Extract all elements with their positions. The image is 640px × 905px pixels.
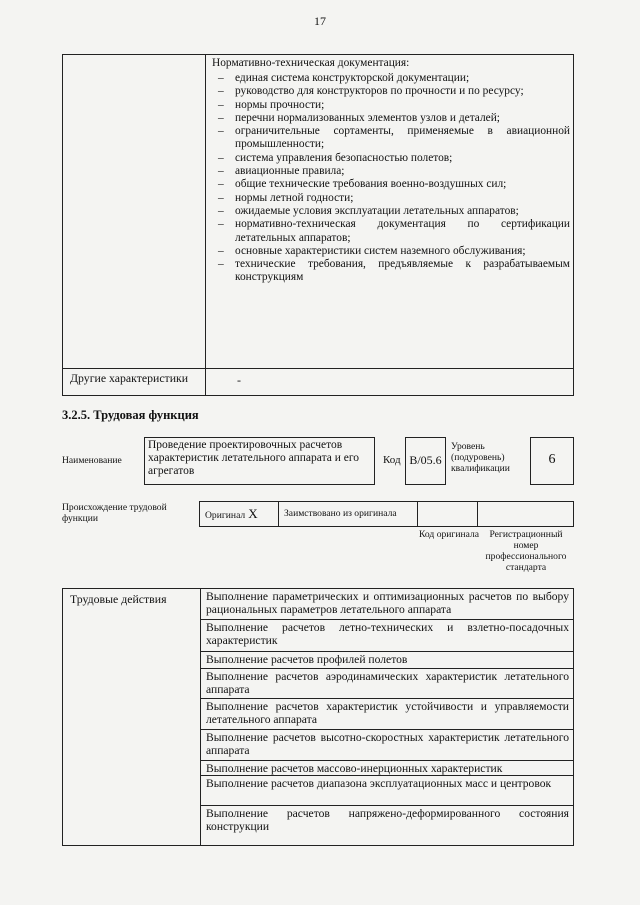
- origin-table: [199, 501, 574, 527]
- list-item: – технические требования, предъявляемые к разрабатываемым конструкциям: [212, 258, 570, 285]
- original-label: Оригинал: [205, 510, 246, 521]
- borrowed-cell: Заимствовано из оригинала: [278, 502, 417, 526]
- list-item: – ограничительные сортаменты, применяемые в авиационной промышленности;: [212, 125, 570, 152]
- list-item: – нормы летной годности;: [212, 192, 570, 205]
- list-item: – нормы прочности;: [212, 99, 570, 112]
- table-row: Выполнение расчетов летно-технических и взлетно-посадочных характеристик: [201, 619, 573, 651]
- reg-number-label: Регистрационный номер профессионального стандарта: [485, 529, 567, 573]
- table-row: Выполнение параметрических и оптимизационных расчетов по выбору рациональных параметров летательного аппарата: [206, 590, 569, 617]
- labor-actions-title: Трудовые действия: [70, 592, 167, 606]
- original-cell: [200, 502, 278, 526]
- labor-actions-table: [62, 588, 574, 846]
- name-label: Наименование: [62, 455, 122, 466]
- code-original-label: Код оригинала: [418, 529, 480, 540]
- table-row: Выполнение расчетов диапазона эксплуатационных масс и центровок: [201, 775, 573, 805]
- list-item: – ожидаемые условия эксплуатации летательных аппаратов;: [212, 205, 570, 218]
- function-code-value: B/05.6: [405, 437, 446, 485]
- table-row: Выполнение расчетов напряжено-деформированного состояния конструкции: [201, 805, 573, 846]
- other-characteristics-value: -: [237, 373, 241, 387]
- qualification-level-label: Уровень (подуровень) квалификации: [451, 441, 510, 474]
- function-name-value: Проведение проектировочных расчетов характеристик летательного аппарата и его агрегатов: [144, 437, 375, 485]
- list-item: – общие технические требования военно-воздушных сил;: [212, 178, 570, 191]
- list-item: – единая система конструкторской документации;: [212, 72, 570, 85]
- other-characteristics-label: Другие характеристики: [70, 371, 189, 385]
- table-row: Выполнение расчетов профилей полетов: [201, 651, 573, 668]
- documentation-list: [212, 72, 570, 285]
- page-number: 17: [314, 14, 326, 28]
- table-row: Выполнение расчетов массово-инерционных характеристик: [201, 760, 573, 775]
- row-divider: [63, 368, 573, 369]
- list-item: – система управления безопасностью полетов;: [212, 152, 570, 165]
- list-item: – основные характеристики систем наземного обслуживания;: [212, 245, 570, 258]
- requirements-table: [62, 54, 574, 396]
- origin-label: Происхождение трудовой функции: [62, 502, 167, 524]
- list-item: – перечни нормализованных элементов узлов и деталей;: [212, 112, 570, 125]
- list-item: – нормативно-техническая документация по сертификации летательных аппаратов;: [212, 218, 570, 245]
- code-original-cell: [417, 502, 477, 526]
- table-row: Выполнение расчетов высотно-скоростных характеристик летательного аппарата: [201, 729, 573, 760]
- table-row: Выполнение расчетов характеристик устойчивости и управляемости летательного аппарата: [201, 698, 573, 729]
- section-title: 3.2.5. Трудовая функция: [62, 408, 199, 422]
- qualification-level-value: 6: [530, 437, 574, 485]
- table-row: Выполнение расчетов аэродинамических характеристик летательного аппарата: [201, 668, 573, 698]
- reg-number-cell: [477, 502, 573, 526]
- column-divider: [205, 55, 206, 395]
- list-item: – авиационные правила;: [212, 165, 570, 178]
- original-mark: X: [248, 506, 258, 521]
- code-label: Код: [383, 454, 401, 466]
- documentation-heading: Нормативно-техническая документация:: [212, 57, 410, 69]
- list-item: – руководство для конструкторов по прочности и по ресурсу;: [212, 85, 570, 98]
